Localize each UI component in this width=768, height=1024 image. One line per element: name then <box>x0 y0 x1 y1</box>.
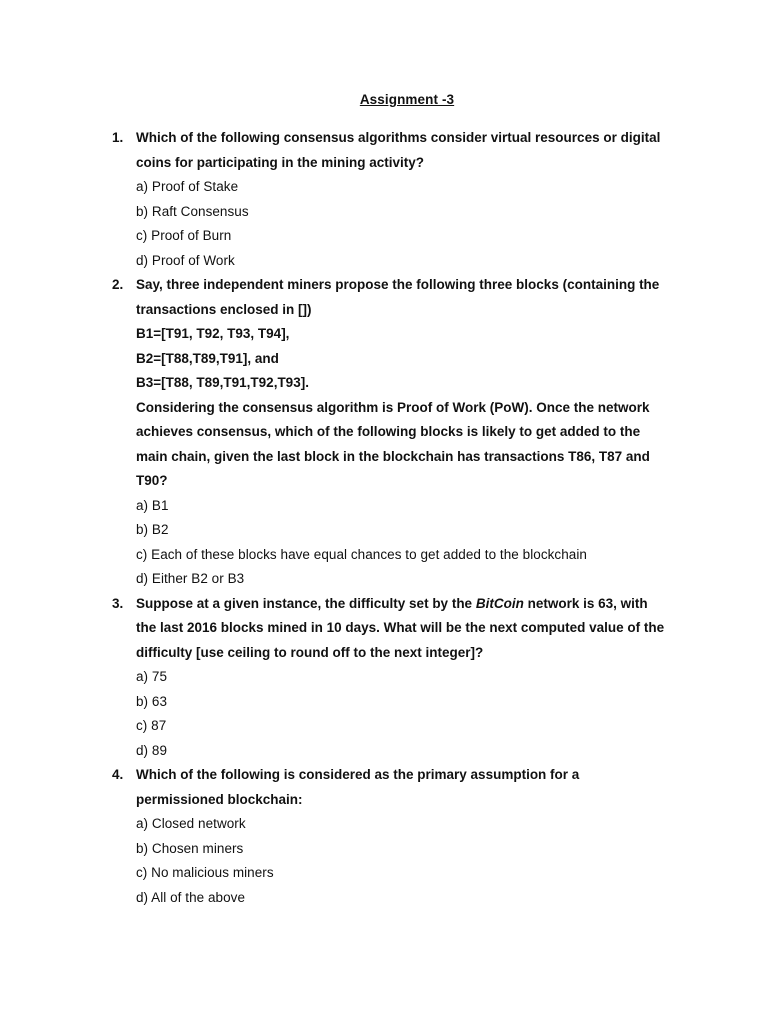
question-2 <box>112 273 692 592</box>
answer-option-a: a) Proof of Stake <box>136 179 239 194</box>
bitcoin-term: BitCoin <box>475 595 524 611</box>
question-4 <box>112 763 692 910</box>
question-list <box>112 126 692 910</box>
question-text-segment: Suppose at a given instance, the difficulty set by the <box>136 595 476 611</box>
answer-option-b: b) 63 <box>136 693 168 709</box>
question-body <box>136 763 692 910</box>
question-text-line: permissioned blockchain: <box>136 791 303 807</box>
question-text-line: Considering the consensus algorithm is Proof of Work (PoW). Once the network <box>136 399 650 415</box>
question-3 <box>112 592 692 764</box>
answer-option-a: a) B1 <box>136 497 169 513</box>
block-definition-b3: B3=[T88, T89,T91,T92,T93]. <box>136 375 309 390</box>
question-text-line: transactions enclosed in []) <box>136 301 312 317</box>
answer-option-d: d) All of the above <box>136 889 246 905</box>
answer-option-c: c) No malicious miners <box>136 865 274 880</box>
document-title: Assignment -3 <box>359 92 455 107</box>
block-definition-b1: B1=[T91, T92, T93, T94], <box>136 326 290 341</box>
question-text-segment: network is 63, with <box>523 595 648 611</box>
question-text-line: achieves consensus, which of the following blocks is likely to get added to the <box>136 424 641 439</box>
answer-option-c: c) Each of these blocks have equal chances to get added to the blockchain <box>136 546 587 562</box>
question-number: 1. <box>112 130 124 145</box>
answer-option-c: c) 87 <box>136 718 167 733</box>
question-text-line: Say, three independent miners propose the following three blocks (containing the <box>136 277 660 292</box>
question-text-line: main chain, given the last block in the blockchain has transactions T86, T87 and <box>136 448 650 464</box>
answer-option-d: d) Either B2 or B3 <box>136 571 245 586</box>
answer-option-b: b) B2 <box>136 522 169 537</box>
answer-option-d: d) Proof of Work <box>136 252 235 268</box>
answer-option-c: c) Proof of Burn <box>136 228 232 243</box>
block-definition-b2: B2=[T88,T89,T91], and <box>136 350 279 366</box>
question-text-line: difficulty [use ceiling to round off to the next integer]? <box>136 644 484 660</box>
answer-option-d: d) 89 <box>136 742 168 758</box>
question-body <box>136 126 692 273</box>
question-body <box>136 592 692 764</box>
question-number: 3. <box>112 595 124 611</box>
answer-option-a: a) Closed network <box>136 816 246 831</box>
question-text-line: coins for participating in the mining activity? <box>136 154 425 170</box>
question-number: 2. <box>112 277 124 292</box>
question-text-line: Which of the following is considered as the primary assumption for a <box>136 767 580 782</box>
question-text-line: T90? <box>136 473 168 488</box>
question-text-line: Which of the following consensus algorithms consider virtual resources or digital <box>136 130 661 145</box>
answer-option-a: a) 75 <box>136 669 168 684</box>
question-text-line <box>136 592 692 617</box>
answer-option-b: b) Chosen miners <box>136 840 244 856</box>
question-text-line: the last 2016 blocks mined in 10 days. What will be the next computed value of the <box>136 620 665 635</box>
question-1 <box>112 126 692 273</box>
answer-option-b: b) Raft Consensus <box>136 203 249 219</box>
question-number: 4. <box>112 767 124 782</box>
question-body <box>136 273 692 592</box>
